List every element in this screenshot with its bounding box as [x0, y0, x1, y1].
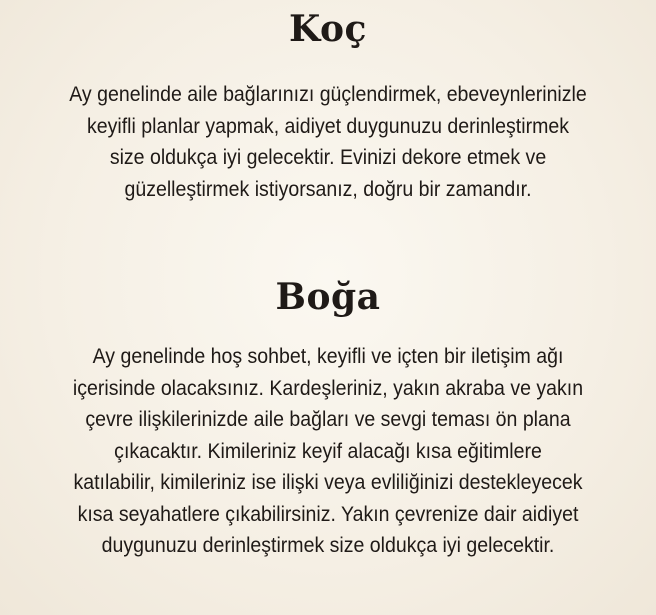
paragraph-line: Ay genelinde aile bağlarınızı güçlendirmek, ebeveynlerinizle	[69, 83, 587, 106]
paragraph-line: güzelleştirmek istiyorsanız, doğru bir zamandır.	[124, 177, 532, 201]
paragraph-line: içerisinde olacaksınız. Kardeşleriniz, yakın akraba ve yakın	[72, 376, 584, 400]
section-koc	[0, 4, 656, 205]
paragraph-line: duygunuzu derinleştirmek size oldukça iyi gelecektir.	[101, 534, 555, 557]
section-title: Koç	[289, 8, 367, 50]
section-paragraph	[0, 79, 656, 205]
paragraph-line: çevre ilişkilerinizde aile bağları ve sevgi teması ön plana	[85, 408, 571, 431]
paragraph-line: katılabilir, kimileriniz ise ilişki veya evliliğinizi destekleyecek	[73, 471, 583, 494]
paragraph-line: çıkacaktır. Kimileriniz keyif alacağı kısa eğitimlere	[114, 439, 542, 463]
paragraph-line: kısa seyahatlere çıkabilirsiniz. Yakın çevrenize dair aidiyet	[77, 502, 579, 526]
section-title: Boğa	[275, 276, 381, 318]
paragraph-line: Ay genelinde hoş sohbet, keyifli ve içten bir iletişim ağı	[92, 345, 564, 368]
paragraph-line: keyifli planlar yapmak, aidiyet duygunuzu derinleştirmek	[86, 114, 569, 138]
section-boga	[0, 272, 656, 562]
paragraph-line: size oldukça iyi gelecektir. Evinizi dekore etmek ve	[109, 146, 547, 169]
section-paragraph	[0, 341, 656, 562]
